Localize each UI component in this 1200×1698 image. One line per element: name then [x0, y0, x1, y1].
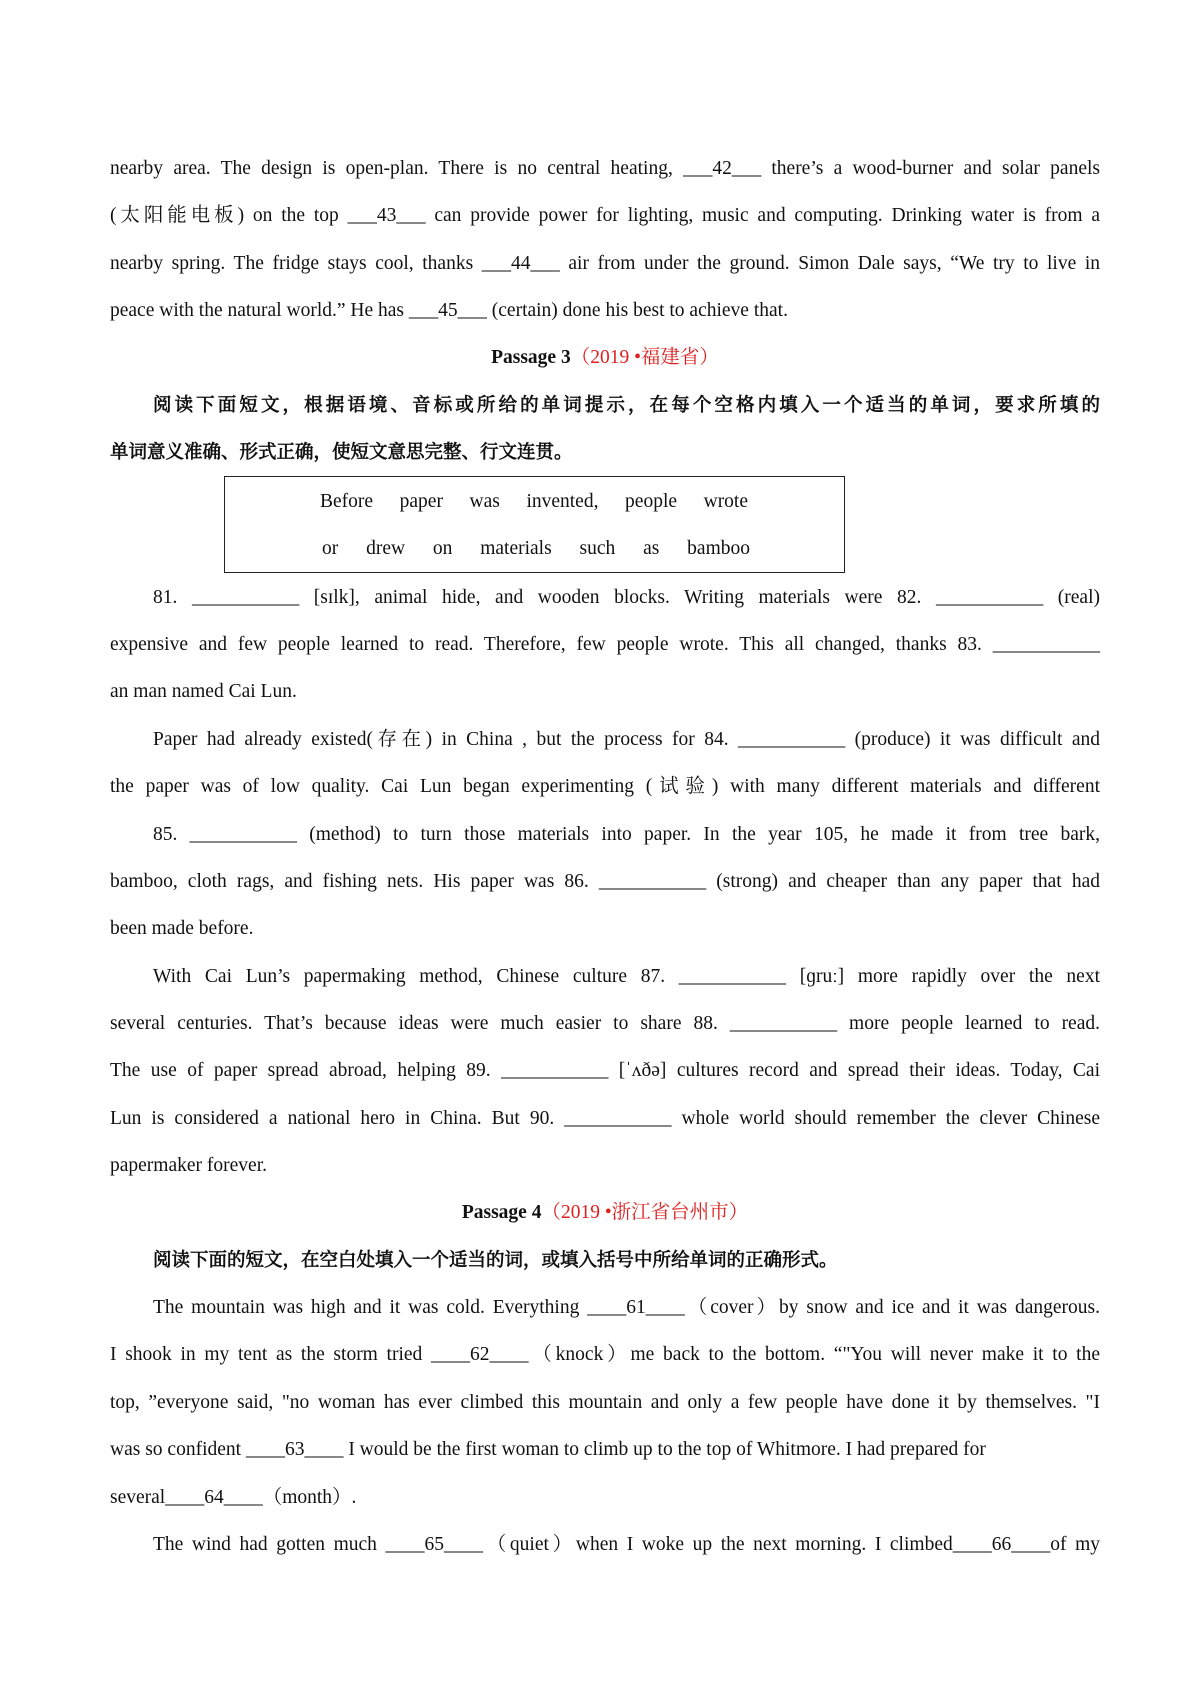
passage4-line-6 [153, 1532, 1100, 1558]
passage4-line-3: top, ”everyone said, "no woman has ever climbed this mountain and only a few people have done it by themselves. "I [110, 1392, 1100, 1413]
blank-66: ____66____ [952, 1534, 1051, 1555]
text-span: （knock）me back to the bottom. “"You will never make it to the [528, 1344, 1100, 1365]
word: people [625, 491, 678, 512]
passage3-p3-line-5: papermaker forever. [110, 1155, 267, 1176]
passage3-p3-line-1: With Cai Lun’s papermaking method, Chinese culture 87. ___________ [ɡruː] more rapidly over the next [153, 966, 1100, 987]
blank-65: ____65____ [385, 1534, 483, 1555]
passage3-heading [110, 345, 1100, 371]
passage3-p2-line-4: bamboo, cloth rags, and fishing nets. His paper was 86. ___________ (strong) and cheaper than any paper that had [110, 871, 1100, 892]
word-box-line-2 [322, 536, 750, 562]
passage3-p2-line-1: Paper had already existed(存在) in China , but the process for 84. ___________ (produce) it was difficult and [153, 729, 1100, 750]
passage4-heading [110, 1200, 1100, 1226]
passage3-p3-line-2: several centuries. That’s because ideas were much easier to share 88. ___________ more people learned to read. [110, 1013, 1100, 1034]
text-span: nearby spring. The fridge stays cool, thanks [110, 253, 482, 274]
text-span: The mountain was high and it was cold. Everything [153, 1297, 588, 1318]
text-span: peace with the natural world.” He has [110, 300, 409, 321]
text-span: was so confident [110, 1439, 246, 1460]
blank-42: ___42___ [683, 158, 762, 179]
word: materials [480, 538, 552, 559]
passage3-p2-line-2: the paper was of low quality. Cai Lun began experimenting (试验) with many different materials and different [110, 776, 1100, 797]
text-span: can provide power for lighting, music and computing. Drinking water is from a [425, 205, 1100, 226]
word: or [322, 538, 339, 559]
word: wrote [703, 491, 749, 512]
blank-43: ___43___ [347, 205, 426, 226]
passage3-source: （2019 •福建省） [570, 347, 719, 368]
passage2-line-1 [110, 156, 1100, 182]
passage4-line-1 [153, 1295, 1100, 1321]
word: on [432, 538, 453, 559]
passage3-p3-line-3: The use of paper spread abroad, helping 89. ___________ [ˈʌðə] cultures record and spread their ideas. Today, Cai [110, 1060, 1100, 1081]
word: was [469, 491, 500, 512]
word: Before [320, 491, 374, 512]
text-span: (太阳能电板) on the top [110, 205, 348, 226]
text-span: （month）. [262, 1487, 357, 1508]
blank-61: ____61____ [587, 1297, 685, 1318]
passage3-p2-line-5: been made before. [110, 918, 254, 939]
text-span: The wind had gotten much [153, 1534, 386, 1555]
word: bamboo [687, 538, 750, 559]
passage3-p1-line-1: 81. ___________ [sɪlk], animal hide, and wooden blocks. Writing materials were 82. ___________ (real) [153, 587, 1100, 608]
word: such [579, 538, 616, 559]
text-span: (certain) done his best to achieve that. [486, 300, 788, 321]
blank-45: ___45___ [408, 300, 487, 321]
passage3-p1-line-2: expensive and few people learned to read. Therefore, few people wrote. This all changed, thanks 83. ___________ [110, 634, 1100, 655]
passage2-line-3 [110, 251, 1100, 277]
word: drew [366, 538, 406, 559]
text-span: nearby area. The design is open-plan. There is no central heating, [110, 158, 684, 179]
passage3-p2-line-3: 85. ___________ (method) to turn those materials into paper. In the year 105, he made it from tree bark, [153, 824, 1100, 845]
text-span: there’s a wood-burner and solar panels [761, 158, 1100, 179]
passage4-source: （2019 •浙江省台州市） [541, 1202, 749, 1223]
blank-44: ___44___ [481, 253, 560, 274]
blank-62: ____62____ [431, 1344, 529, 1365]
text-span: （quiet）when I woke up the next morning. I climbed [483, 1534, 953, 1555]
passage4-instruction: 阅读下面的短文，在空白处填入一个适当的词，或填入括号中所给单词的正确形式。 [153, 1250, 838, 1271]
blank-63: ____63____ [245, 1439, 344, 1460]
word: paper [399, 491, 443, 512]
passage4-line-2 [110, 1342, 1100, 1368]
text-span: of my [1050, 1534, 1100, 1555]
text-span: （cover）by snow and ice and it was dangerous. [684, 1297, 1100, 1318]
word-box [224, 476, 845, 573]
text-span: I shook in my tent as the storm tried [110, 1344, 432, 1365]
passage2-line-4 [110, 298, 1100, 324]
passage3-instruction-1: 阅读下面短文，根据语境、音标或所给的单词提示，在每个空格内填入一个适当的单词，要求所填的 [153, 395, 1100, 416]
word: invented, [526, 491, 599, 512]
passage3-p1-line-3: an man named Cai Lun. [110, 681, 297, 702]
passage4-line-5 [110, 1485, 1100, 1511]
passage2-line-2 [110, 203, 1100, 229]
blank-64: ____64____ [165, 1487, 263, 1508]
passage3-p3-line-4: Lun is considered a national hero in China. But 90. ___________ whole world should remember the clever Chinese [110, 1108, 1100, 1129]
passage4-line-4 [110, 1437, 1100, 1463]
word-box-line-1 [320, 489, 748, 515]
word: as [643, 538, 660, 559]
passage3-instruction-2: 单词意义准确、形式正确，使短文意思完整、行文连贯。 [110, 442, 573, 463]
passage4-title: Passage 4 [461, 1202, 542, 1223]
text-span: air from under the ground. Simon Dale says, “We try to live in [559, 253, 1101, 274]
text-span: I would be the first woman to climb up to the top of Whitmore. I had prepared for [343, 1439, 986, 1460]
text-span: several [110, 1487, 166, 1508]
passage3-title: Passage 3 [491, 347, 571, 368]
